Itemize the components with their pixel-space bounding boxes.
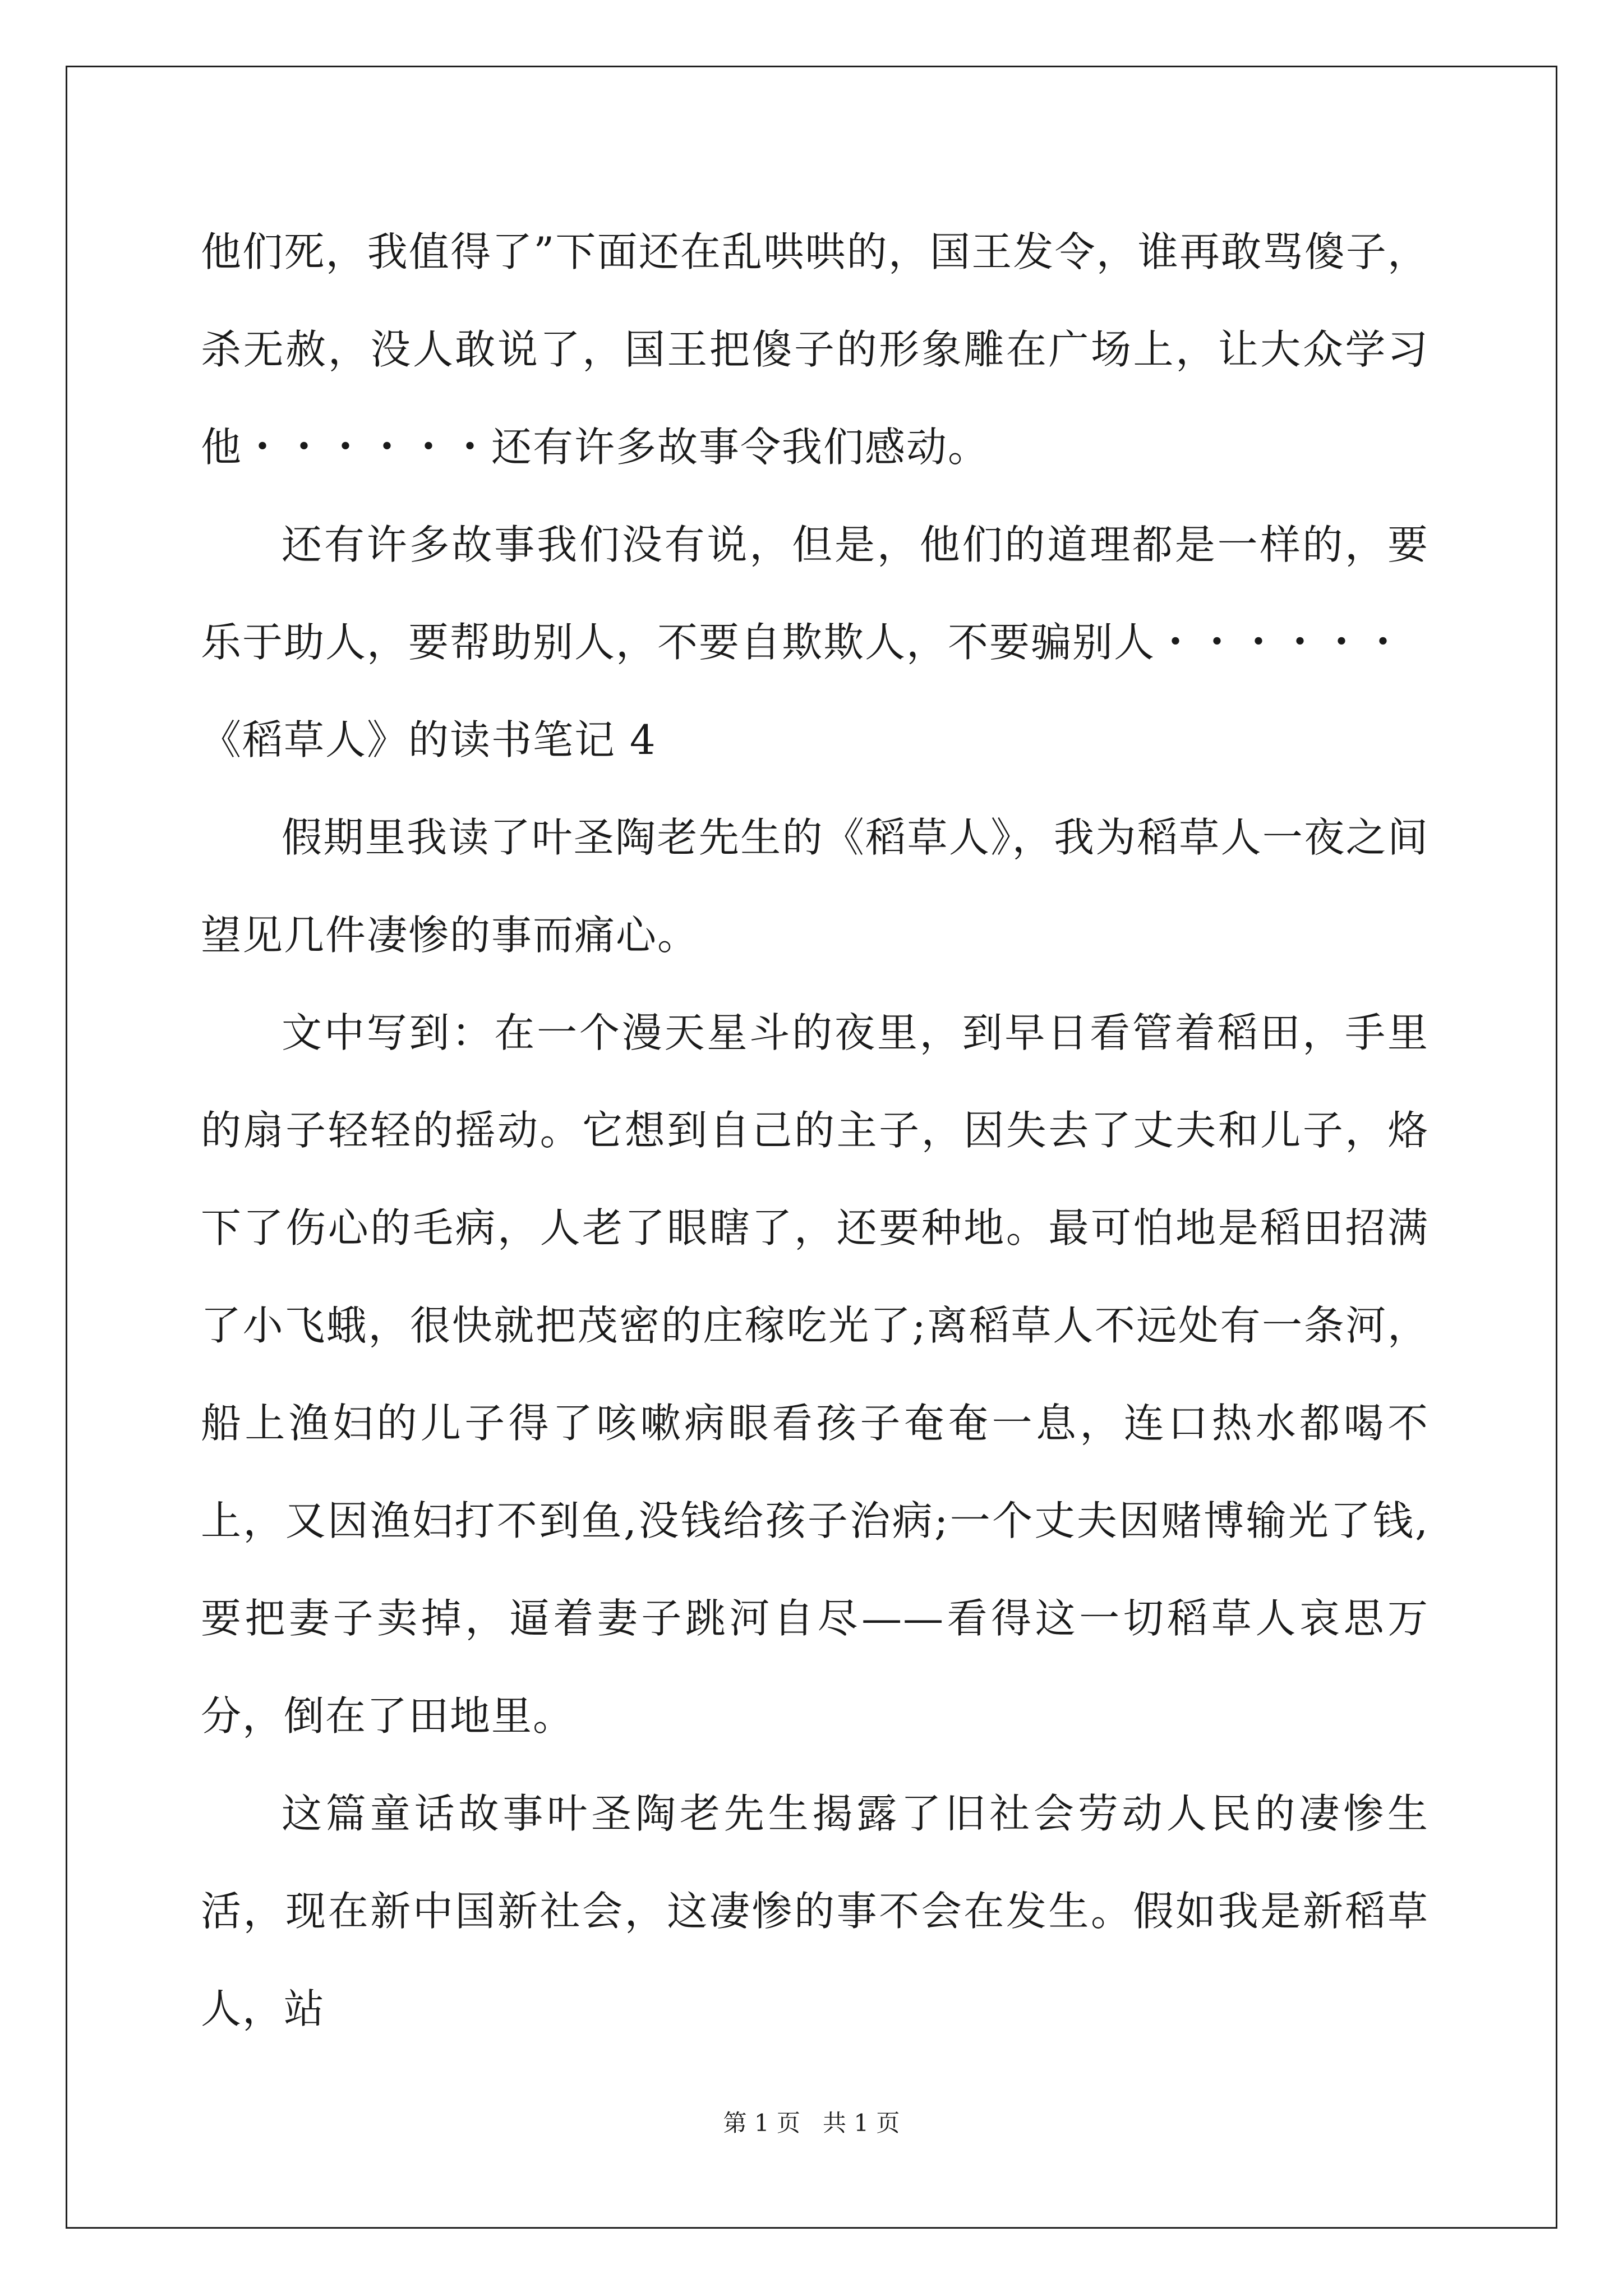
paragraph-4: 文中写到：在一个漫天星斗的夜里，到早日看管着稻田，手里的扇子轻轻的摇动。它想到自己的主子，因失去了丈夫和儿子，烙下了伤心的毛病，人老了眼瞎了，还要种地。最可怕地是稻田招满了小飞蛾，很快就把茂密的庄稼吃光了;离稻草人不远处有一条河，船上渔妇的儿子得了咳嗽病眼看孩子奄奄一息，连口热水都喝不上，又因渔妇打不到鱼,没钱给孩子治病;一个丈夫因赌博输光了钱,要把妻子卖掉，逼着妻子跳河自尽——看得这一切稻草人哀思万分，倒在了田地里。	[201, 1009, 1429, 1740]
paragraph-1: 他们死，我值得了”下面还在乱哄哄的，国王发令，谁再敢骂傻子，杀无赦，没人敢说了，国王把傻子的形象雕在广场上，让大众学习他・・・・・・还有许多故事令我们感动。	[201, 228, 1429, 471]
paragraph-3: 假期里我读了叶圣陶老先生的《稻草人》，我为稻草人一夜之间望见几件凄惨的事而痛心。	[201, 814, 1429, 959]
page-footer	[0, 2106, 1623, 2140]
paragraph-5: 这篇童话故事叶圣陶老先生揭露了旧社会劳动人民的凄惨生活，现在新中国新社会，这凄惨的事不会在发生。假如我是新稻草人，站	[201, 1790, 1429, 2032]
page-total: 共 1 页	[823, 2109, 900, 2137]
document-body	[201, 203, 1429, 2058]
page-number: 第 1 页	[723, 2109, 800, 2137]
paragraph-2: 还有许多故事我们没有说，但是，他们的道理都是一样的，要乐于助人，要帮助别人，不要自欺欺人，不要骗别人・・・・・・	[201, 521, 1429, 666]
section-heading: 《稻草人》的读书笔记 4	[201, 716, 657, 763]
